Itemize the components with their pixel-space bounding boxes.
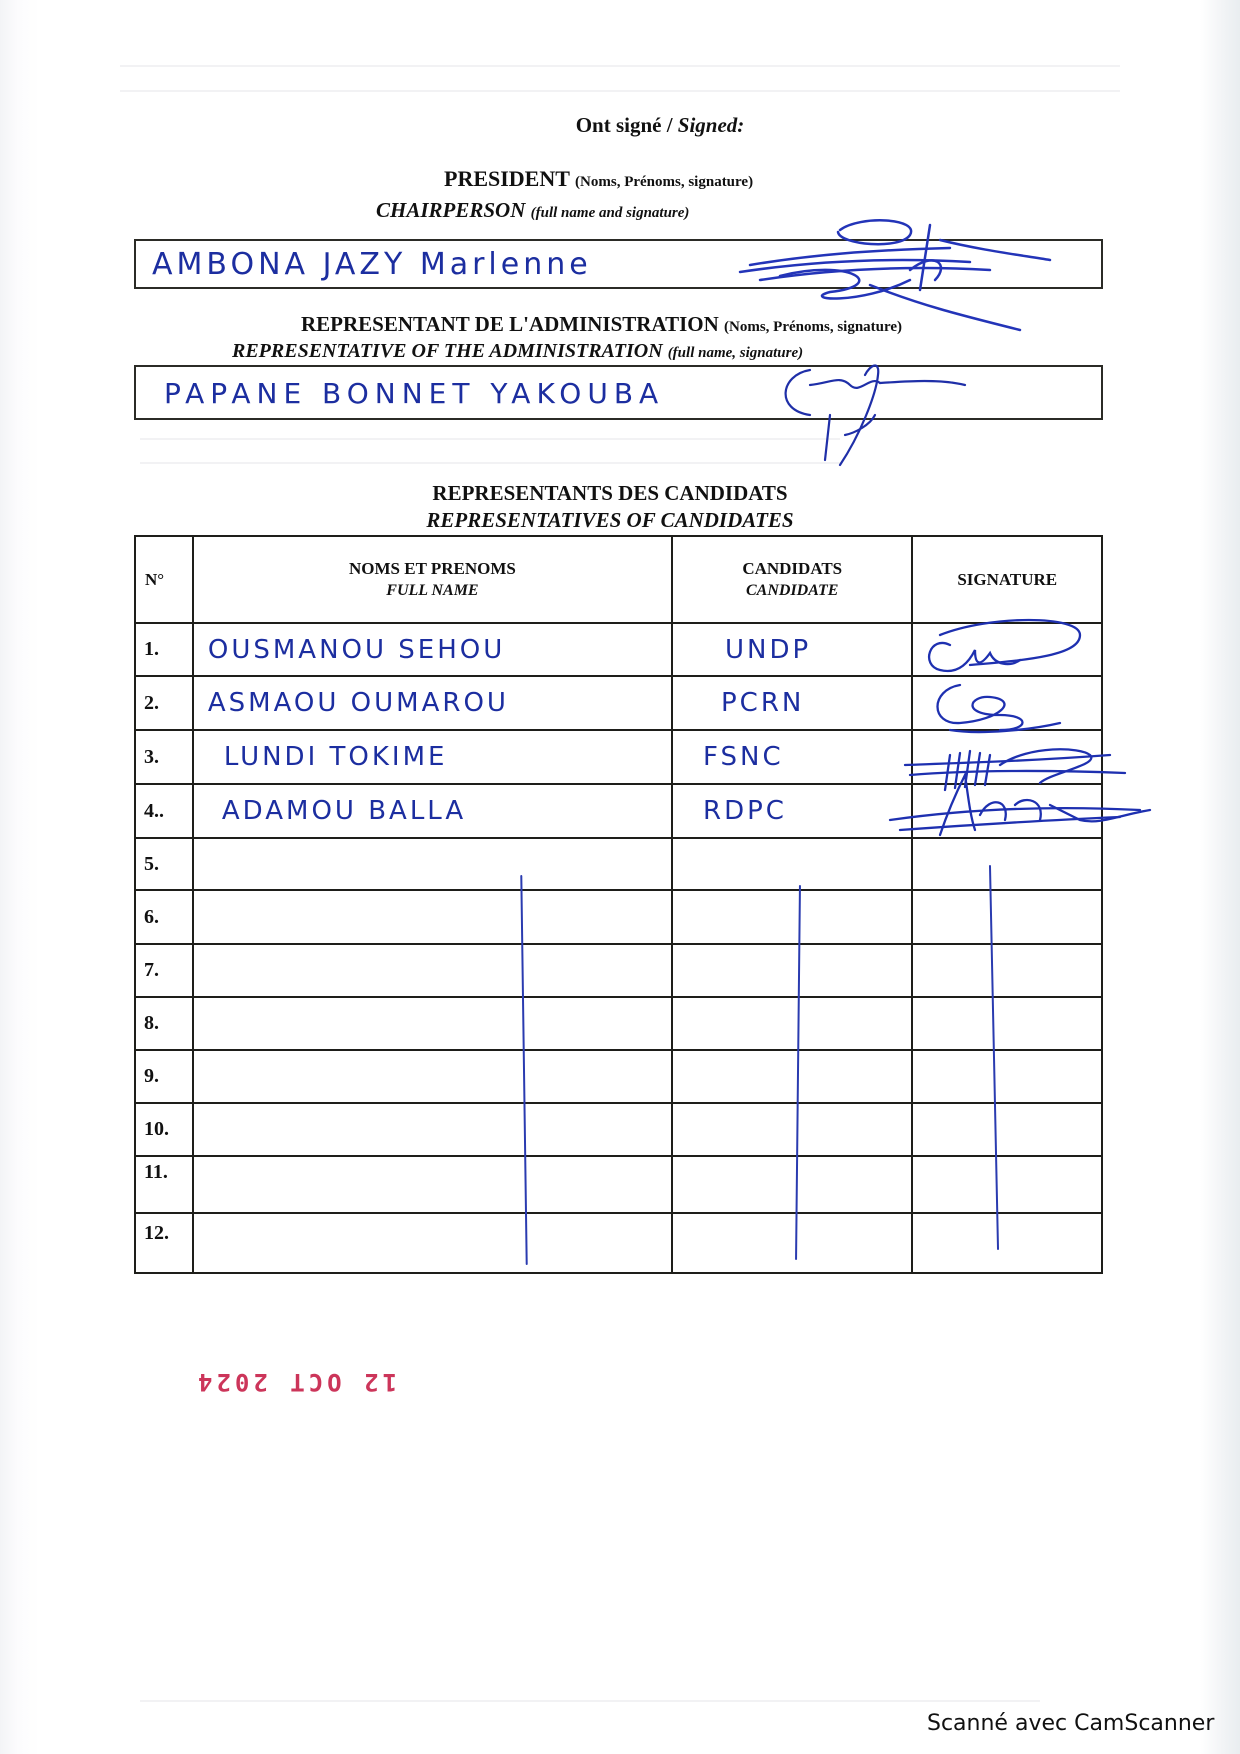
- col-header-signature: SIGNATURE: [912, 536, 1102, 623]
- table-row: [135, 784, 1102, 838]
- signature-cell[interactable]: [912, 623, 1102, 676]
- row-number: 9.: [135, 1050, 193, 1103]
- candidate-cell[interactable]: [672, 623, 912, 676]
- full-name-cell[interactable]: [193, 997, 672, 1050]
- row-number: 5.: [135, 838, 193, 890]
- signed-heading: [40, 113, 1240, 138]
- col-header-full-name: NOMS ET PRENOMS FULL NAME: [193, 536, 672, 623]
- table-row: [135, 676, 1102, 730]
- administration-handwritten-name: PAPANE BONNET YAKOUBA: [164, 377, 665, 410]
- administration-name-field[interactable]: [134, 365, 1103, 420]
- administration-note-fr: (Noms, Prénoms, signature): [724, 319, 903, 335]
- candidate-cell[interactable]: [672, 1103, 912, 1156]
- candidate-cell[interactable]: [672, 784, 912, 838]
- signature-cell[interactable]: [912, 676, 1102, 730]
- president-heading: [444, 166, 753, 192]
- signature-cell[interactable]: [912, 1213, 1102, 1273]
- full-name-cell[interactable]: [193, 623, 672, 676]
- table-row: [135, 890, 1102, 944]
- table-header-row: [135, 536, 1102, 623]
- date-stamp: 12 OCT 2024: [194, 1368, 397, 1396]
- signature-cell[interactable]: [912, 944, 1102, 997]
- chairperson-note-en: (full name and signature): [530, 205, 690, 221]
- signature-cell[interactable]: [912, 784, 1102, 838]
- row-number: 11.: [135, 1156, 193, 1213]
- table-row: [135, 838, 1102, 890]
- full-name-cell[interactable]: [193, 944, 672, 997]
- chairperson-heading: [376, 198, 689, 223]
- row-number: 7.: [135, 944, 193, 997]
- candidate-cell[interactable]: [672, 1050, 912, 1103]
- candidate-cell[interactable]: [672, 890, 912, 944]
- president-handwritten-name: AMBONA JAZY Marlenne: [152, 247, 592, 282]
- row-number: 12.: [135, 1213, 193, 1273]
- table-row: [135, 623, 1102, 676]
- signature-cell[interactable]: [912, 1103, 1102, 1156]
- full-name-cell[interactable]: [193, 1103, 672, 1156]
- bleed-through-line: [140, 462, 840, 464]
- administration-title-fr: REPRESENTANT DE L'ADMINISTRATION: [301, 312, 719, 336]
- full-name-cell[interactable]: [193, 1213, 672, 1273]
- bleed-through-line: [120, 90, 1120, 92]
- row-number: 8.: [135, 997, 193, 1050]
- signature-cell[interactable]: [912, 1050, 1102, 1103]
- row-number: 6.: [135, 890, 193, 944]
- chairperson-title-en: CHAIRPERSON: [376, 198, 526, 222]
- signature-cell[interactable]: [912, 1156, 1102, 1213]
- president-name-field[interactable]: [134, 239, 1103, 289]
- candidates-table: [134, 535, 1103, 1274]
- full-name-cell[interactable]: [193, 784, 672, 838]
- candidate-cell[interactable]: [672, 1156, 912, 1213]
- col-header-number: N°: [135, 536, 193, 623]
- signed-heading-fr: Ont signé /: [575, 113, 673, 137]
- bleed-through-line: [140, 1700, 1040, 1702]
- full-name-cell[interactable]: [193, 730, 672, 784]
- row-number: 1.: [135, 623, 193, 676]
- signature-cell[interactable]: [912, 838, 1102, 890]
- bleed-through-line: [120, 65, 1120, 67]
- camscanner-watermark: Scanné avec CamScanner: [927, 1711, 1215, 1736]
- col-header-candidate: CANDIDATS CANDIDATE: [672, 536, 912, 623]
- table-row: [135, 730, 1102, 784]
- row-number: 2.: [135, 676, 193, 730]
- handwritten-name: ADAMOU BALLA: [221, 796, 467, 826]
- handwritten-candidate: FSNC: [703, 742, 784, 772]
- signed-heading-en: Signed:: [677, 113, 745, 137]
- president-note-fr: (Noms, Prénoms, signature): [575, 174, 754, 190]
- candidates-title-fr: REPRESENTANTS DES CANDIDATS: [432, 481, 788, 505]
- signature-cell[interactable]: [912, 997, 1102, 1050]
- administration-heading-en: [232, 340, 803, 363]
- signature-cell[interactable]: [912, 890, 1102, 944]
- candidate-cell[interactable]: [672, 997, 912, 1050]
- full-name-cell[interactable]: [193, 838, 672, 890]
- handwritten-name: OUSMANOU SEHOU: [207, 634, 506, 665]
- handwritten-name: LUNDI TOKIME: [223, 742, 448, 772]
- full-name-cell[interactable]: [193, 890, 672, 944]
- table-row: [135, 1156, 1102, 1213]
- row-number: 3.: [135, 730, 193, 784]
- row-number: 10.: [135, 1103, 193, 1156]
- candidate-cell[interactable]: [672, 838, 912, 890]
- candidate-cell[interactable]: [672, 676, 912, 730]
- handwritten-candidate: UNDP: [725, 634, 812, 665]
- signature-cell[interactable]: [912, 730, 1102, 784]
- candidate-cell[interactable]: [672, 1213, 912, 1273]
- full-name-cell[interactable]: [193, 1050, 672, 1103]
- handwritten-name: ASMAOU OUMAROU: [207, 688, 509, 718]
- full-name-cell[interactable]: [193, 676, 672, 730]
- row-number: 4..: [135, 784, 193, 838]
- candidates-title-en: REPRESENTATIVES OF CANDIDATES: [426, 508, 794, 532]
- administration-title-en: REPRESENTATIVE OF THE ADMINISTRATION: [232, 340, 663, 362]
- administration-note-en: (full name, signature): [667, 345, 804, 361]
- candidate-cell[interactable]: [672, 944, 912, 997]
- table-row: [135, 1050, 1102, 1103]
- handwritten-candidate: PCRN: [721, 688, 805, 718]
- candidate-cell[interactable]: [672, 730, 912, 784]
- bleed-through-line: [140, 438, 840, 440]
- handwritten-candidate: RDPC: [703, 796, 787, 826]
- table-row: [135, 997, 1102, 1050]
- president-title-fr: PRESIDENT: [444, 166, 570, 191]
- administration-heading: [301, 312, 902, 337]
- table-row: [135, 1103, 1102, 1156]
- full-name-cell[interactable]: [193, 1156, 672, 1213]
- table-row: [135, 944, 1102, 997]
- table-row: [135, 1213, 1102, 1273]
